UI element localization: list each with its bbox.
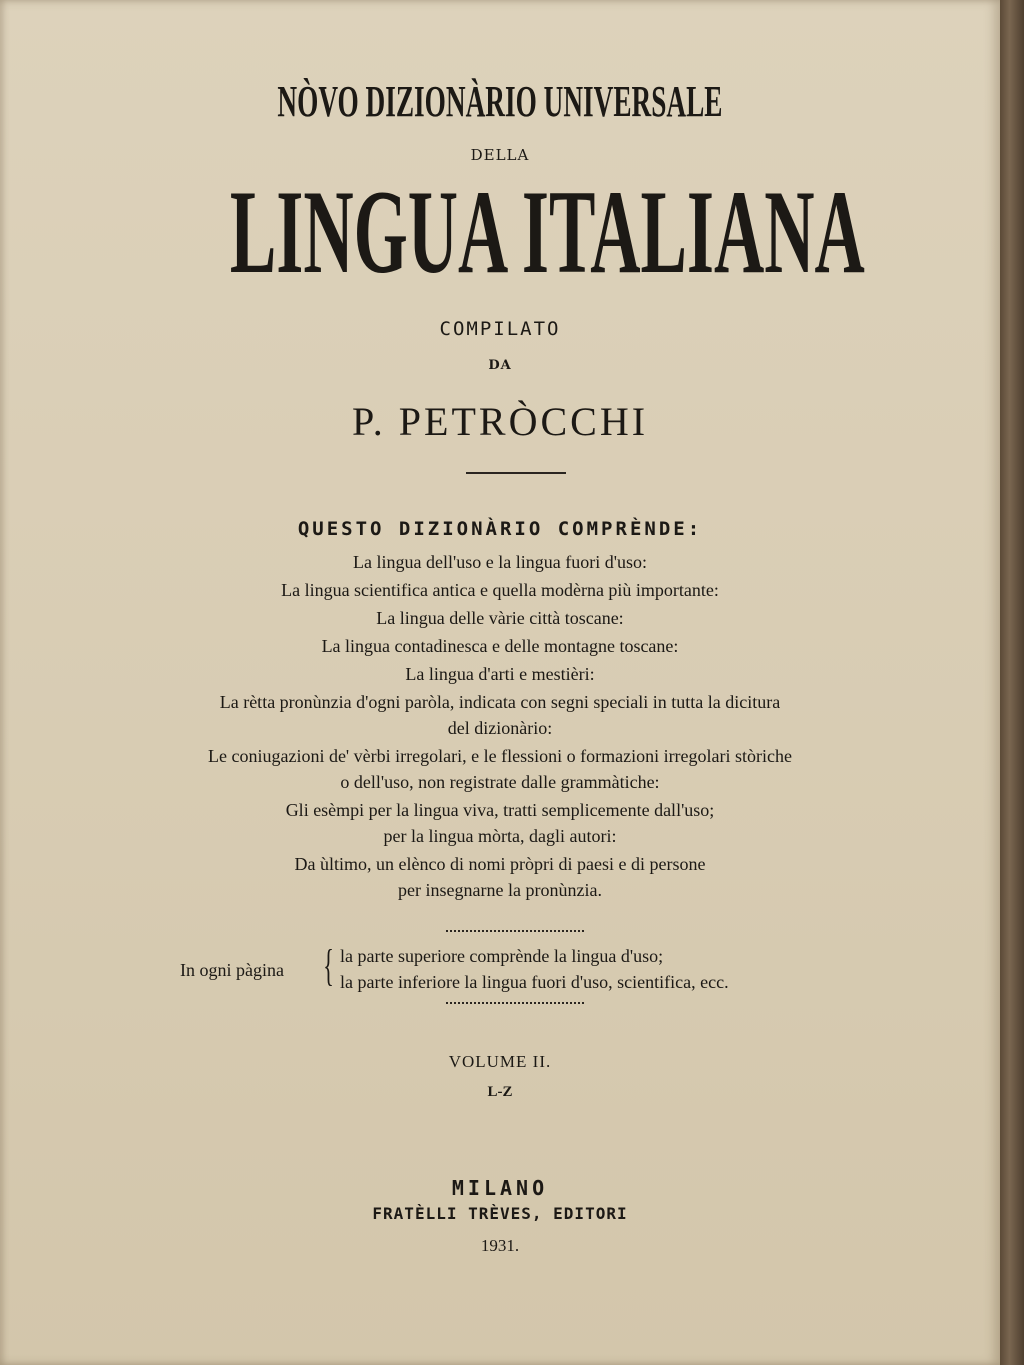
page-note [180, 941, 900, 996]
contents-line: del dizionàrio: [447, 718, 553, 738]
dotted-separator [446, 1002, 584, 1004]
contents-line: per la lingua mòrta, dagli autori: [383, 826, 617, 846]
title-line-1: NÒVO DIZIONÀRIO UNIVERSALE [277, 77, 723, 126]
contents-line: La rètta pronùnzia d'ogni paròla, indicata con segni speciali in tutta la dicitura [219, 692, 781, 712]
dotted-separator [446, 930, 584, 932]
contents-heading: QUESTO DIZIONÀRIO COMPRÈNDE: [297, 518, 703, 540]
main-title: LINGUA ITALIANA [229, 165, 865, 298]
contents-line: per insegnarne la pronùnzia. [398, 880, 602, 900]
contents-line: Da ùltimo, un elènco di nomi pròpri di paesi e di persone [294, 854, 706, 874]
page-note-upper: la parte superiore comprènde la lingua d'uso; [340, 946, 664, 966]
title-della: DELLA [470, 146, 530, 164]
brace-glyph: { [323, 941, 334, 990]
compiled-label: COMPILATO [439, 318, 561, 340]
author-name: P. PETRÒCCHI [351, 399, 649, 444]
imprint-city: MILANO [451, 1176, 549, 1200]
contents-line: Le coniugazioni de' vèrbi irregolari, e le flessioni o formazioni irregolari stòriche [207, 746, 793, 766]
imprint-year: 1931. [480, 1236, 520, 1255]
imprint-publisher: FRATÈLLI TRÈVES, EDITORI [372, 1204, 628, 1223]
contents-line: La lingua delle vàrie città toscane: [376, 608, 624, 628]
book-edge [1000, 0, 1024, 1365]
volume-label: VOLUME II. [448, 1052, 552, 1071]
page-note-label: In ogni pàgina [180, 960, 284, 980]
contents-line: La lingua dell'uso e la lingua fuori d'uso: [353, 552, 647, 572]
contents-line: Gli esèmpi per la lingua viva, tratti semplicemente dall'uso; [285, 800, 715, 820]
volume-range: L-Z [487, 1084, 513, 1100]
contents-line: La lingua d'arti e mestièri: [405, 664, 595, 684]
divider-rule [466, 472, 566, 474]
contents-line: o dell'uso, non registrate dalle grammàtiche: [340, 772, 660, 792]
contents-line: La lingua scientifica antica e quella modèrna più importante: [281, 580, 719, 600]
by-label: DA [488, 358, 512, 373]
contents-line: La lingua contadinesca e delle montagne toscane: [321, 636, 679, 656]
page-note-lower: la parte inferiore la lingua fuori d'uso, scientifica, ecc. [340, 972, 729, 992]
